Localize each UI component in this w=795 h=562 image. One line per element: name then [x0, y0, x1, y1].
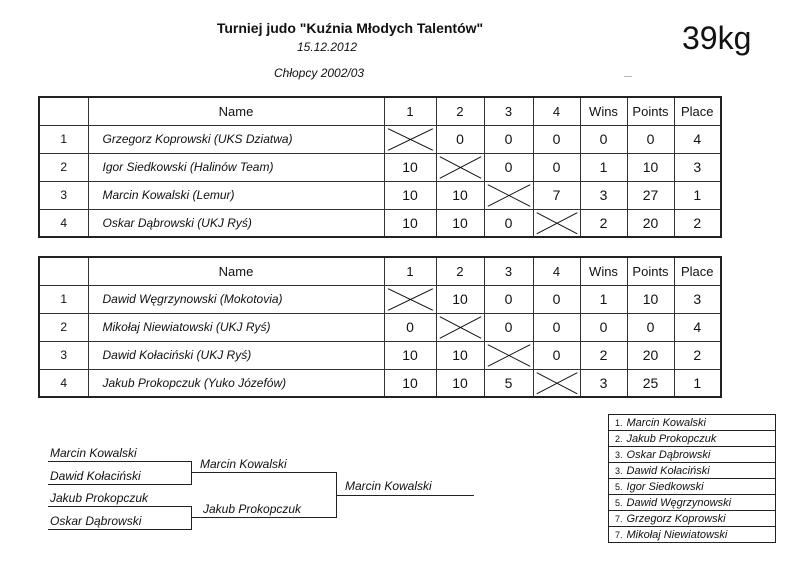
header-row	[39, 97, 721, 125]
competitor-row	[39, 369, 721, 397]
row-number: 2	[39, 313, 88, 341]
self-match-cross	[533, 369, 580, 397]
points-value: 20	[627, 341, 674, 369]
self-match-cross	[384, 285, 436, 313]
self-match-cross	[484, 181, 533, 209]
ranking-entry	[609, 479, 776, 495]
points-value: 0	[627, 313, 674, 341]
self-match-cross	[436, 313, 484, 341]
match-score: 0	[436, 125, 484, 153]
place-value: 2	[674, 341, 721, 369]
final-ranking	[608, 414, 776, 543]
bracket-line	[191, 461, 192, 485]
place-value: 3	[674, 285, 721, 313]
pool-table-1	[38, 96, 722, 238]
competitor-row	[39, 125, 721, 153]
age-group: Chłopcy 2002/03	[274, 66, 365, 80]
row-number: 1	[39, 285, 88, 313]
match-score: 10	[436, 369, 484, 397]
header-cell: Points	[627, 257, 674, 285]
ranking-name: Dawid Węgrzynowski	[626, 496, 732, 509]
ranking-row	[609, 447, 776, 463]
wins-value: 1	[580, 285, 627, 313]
wins-value: 2	[580, 341, 627, 369]
bracket-sf2-top: Jakub Prokopczuk	[50, 491, 149, 505]
bracket-line	[48, 506, 192, 507]
header-cell: 1	[384, 257, 436, 285]
bracket-line	[191, 517, 337, 518]
competitor-row	[39, 209, 721, 237]
header-cell	[39, 257, 88, 285]
competitor-name: Dawid Węgrzynowski (Mokotovia)	[88, 285, 384, 313]
header-cell	[39, 97, 88, 125]
match-score: 0	[533, 285, 580, 313]
ranking-row	[609, 511, 776, 527]
match-score: 10	[384, 341, 436, 369]
header-cell: 2	[436, 257, 484, 285]
competitor-name: Grzegorz Koprowski (UKS Dziatwa)	[88, 125, 384, 153]
self-match-cross	[533, 209, 580, 237]
match-score: 0	[484, 125, 533, 153]
wins-value: 1	[580, 153, 627, 181]
ranking-entry	[609, 431, 776, 447]
bracket-final-winner: Marcin Kowalski	[345, 479, 432, 493]
competitor-name: Mikołaj Niewiatowski (UKJ Ryś)	[88, 313, 384, 341]
ranking-entry	[609, 415, 776, 431]
ranking-name: Dawid Kołaciński	[626, 464, 710, 477]
wins-value: 3	[580, 369, 627, 397]
pool-table-2	[38, 256, 722, 398]
row-number: 2	[39, 153, 88, 181]
points-value: 0	[627, 125, 674, 153]
self-match-cross	[436, 153, 484, 181]
ranking-entry	[609, 463, 776, 479]
points-value: 25	[627, 369, 674, 397]
ranking-name: Jakub Prokopczuk	[626, 432, 717, 445]
competitor-row	[39, 153, 721, 181]
bracket-line	[191, 472, 337, 473]
competitor-row	[39, 313, 721, 341]
match-score: 0	[484, 153, 533, 181]
competitor-name: Igor Siedkowski (Halinów Team)	[88, 153, 384, 181]
competitor-name: Jakub Prokopczuk (Yuko Józefów)	[88, 369, 384, 397]
ranking-row	[609, 463, 776, 479]
header-cell: 1	[384, 97, 436, 125]
ranking-position: 7.	[615, 529, 623, 540]
row-number: 4	[39, 209, 88, 237]
match-score: 0	[533, 313, 580, 341]
header-cell: 3	[484, 97, 533, 125]
match-score: 10	[384, 153, 436, 181]
ranking-name: Igor Siedkowski	[626, 480, 704, 493]
match-score: 0	[533, 125, 580, 153]
wins-value: 0	[580, 313, 627, 341]
header-cell: Name	[88, 97, 384, 125]
header-cell: 4	[533, 97, 580, 125]
wins-value: 0	[580, 125, 627, 153]
header-cell: Place	[674, 97, 721, 125]
place-value: 4	[674, 125, 721, 153]
ranking-row	[609, 479, 776, 495]
weight-category: 39kg	[682, 20, 752, 56]
bracket-sf1-winner: Marcin Kowalski	[200, 457, 287, 471]
bracket-line	[48, 529, 192, 530]
match-score: 5	[484, 369, 533, 397]
bracket-line	[48, 461, 192, 462]
self-match-cross	[384, 125, 436, 153]
match-score: 0	[533, 153, 580, 181]
ranking-row	[609, 415, 776, 431]
ranking-position: 3.	[615, 449, 623, 460]
competitor-row	[39, 181, 721, 209]
header-cell: 2	[436, 97, 484, 125]
bracket-sf2-winner: Jakub Prokopczuk	[203, 502, 302, 516]
match-score: 10	[436, 341, 484, 369]
ranking-position: 1.	[615, 417, 623, 428]
bracket-line	[191, 506, 192, 530]
match-score: 0	[484, 209, 533, 237]
competitor-name: Marcin Kowalski (Lemur)	[88, 181, 384, 209]
points-value: 10	[627, 285, 674, 313]
ranking-position: 2.	[615, 433, 623, 444]
ranking-position: 5.	[615, 481, 623, 492]
match-score: 10	[436, 285, 484, 313]
match-score: 0	[484, 313, 533, 341]
bracket-sf1-bottom: Dawid Kołaciński	[50, 469, 141, 483]
header-cell: Name	[88, 257, 384, 285]
ranking-position: 7.	[615, 513, 623, 524]
ranking-position: 5.	[615, 497, 623, 508]
ranking-name: Oskar Dąbrowski	[626, 448, 711, 461]
ranking-row	[609, 527, 776, 543]
header-cell: 3	[484, 257, 533, 285]
ranking-position: 3.	[615, 465, 623, 476]
match-score: 0	[384, 313, 436, 341]
ranking-name: Grzegorz Koprowski	[626, 512, 726, 525]
row-number: 1	[39, 125, 88, 153]
points-value: 10	[627, 153, 674, 181]
header-cell: 4	[533, 257, 580, 285]
match-score: 10	[384, 209, 436, 237]
bracket-line	[336, 495, 474, 496]
match-score: 10	[436, 181, 484, 209]
header-cell: Wins	[580, 257, 627, 285]
match-score: 10	[384, 369, 436, 397]
ranking-entry	[609, 495, 776, 511]
ranking-entry	[609, 447, 776, 463]
points-value: 27	[627, 181, 674, 209]
bracket-sf1-top: Marcin Kowalski	[50, 446, 137, 460]
tournament-date: 15.12.2012	[297, 40, 358, 54]
ranking-row	[609, 495, 776, 511]
row-number: 4	[39, 369, 88, 397]
ranking-name: Mikołaj Niewiatowski	[626, 528, 728, 541]
header-cell: Place	[674, 257, 721, 285]
ranking-entry	[609, 511, 776, 527]
wins-value: 2	[580, 209, 627, 237]
place-value: 1	[674, 369, 721, 397]
competitor-name: Dawid Kołaciński (UKJ Ryś)	[88, 341, 384, 369]
bracket-line	[48, 484, 192, 485]
tournament-title: Turniej judo "Kuźnia Młodych Talentów"	[216, 20, 484, 36]
place-value: 4	[674, 313, 721, 341]
row-number: 3	[39, 181, 88, 209]
wins-value: 3	[580, 181, 627, 209]
divider-mark	[624, 76, 632, 77]
header-cell: Points	[627, 97, 674, 125]
competitor-name: Oskar Dąbrowski (UKJ Ryś)	[88, 209, 384, 237]
place-value: 3	[674, 153, 721, 181]
row-number: 3	[39, 341, 88, 369]
ranking-name: Marcin Kowalski	[626, 416, 706, 429]
match-score: 0	[484, 285, 533, 313]
match-score: 10	[384, 181, 436, 209]
header-row	[39, 257, 721, 285]
competitor-row	[39, 285, 721, 313]
ranking-entry	[609, 527, 776, 543]
header-cell: Wins	[580, 97, 627, 125]
place-value: 2	[674, 209, 721, 237]
match-score: 10	[436, 209, 484, 237]
self-match-cross	[484, 341, 533, 369]
match-score: 0	[533, 341, 580, 369]
bracket-sf2-bottom: Oskar Dąbrowski	[50, 514, 142, 528]
competitor-row	[39, 341, 721, 369]
points-value: 20	[627, 209, 674, 237]
match-score: 7	[533, 181, 580, 209]
place-value: 1	[674, 181, 721, 209]
ranking-row	[609, 431, 776, 447]
